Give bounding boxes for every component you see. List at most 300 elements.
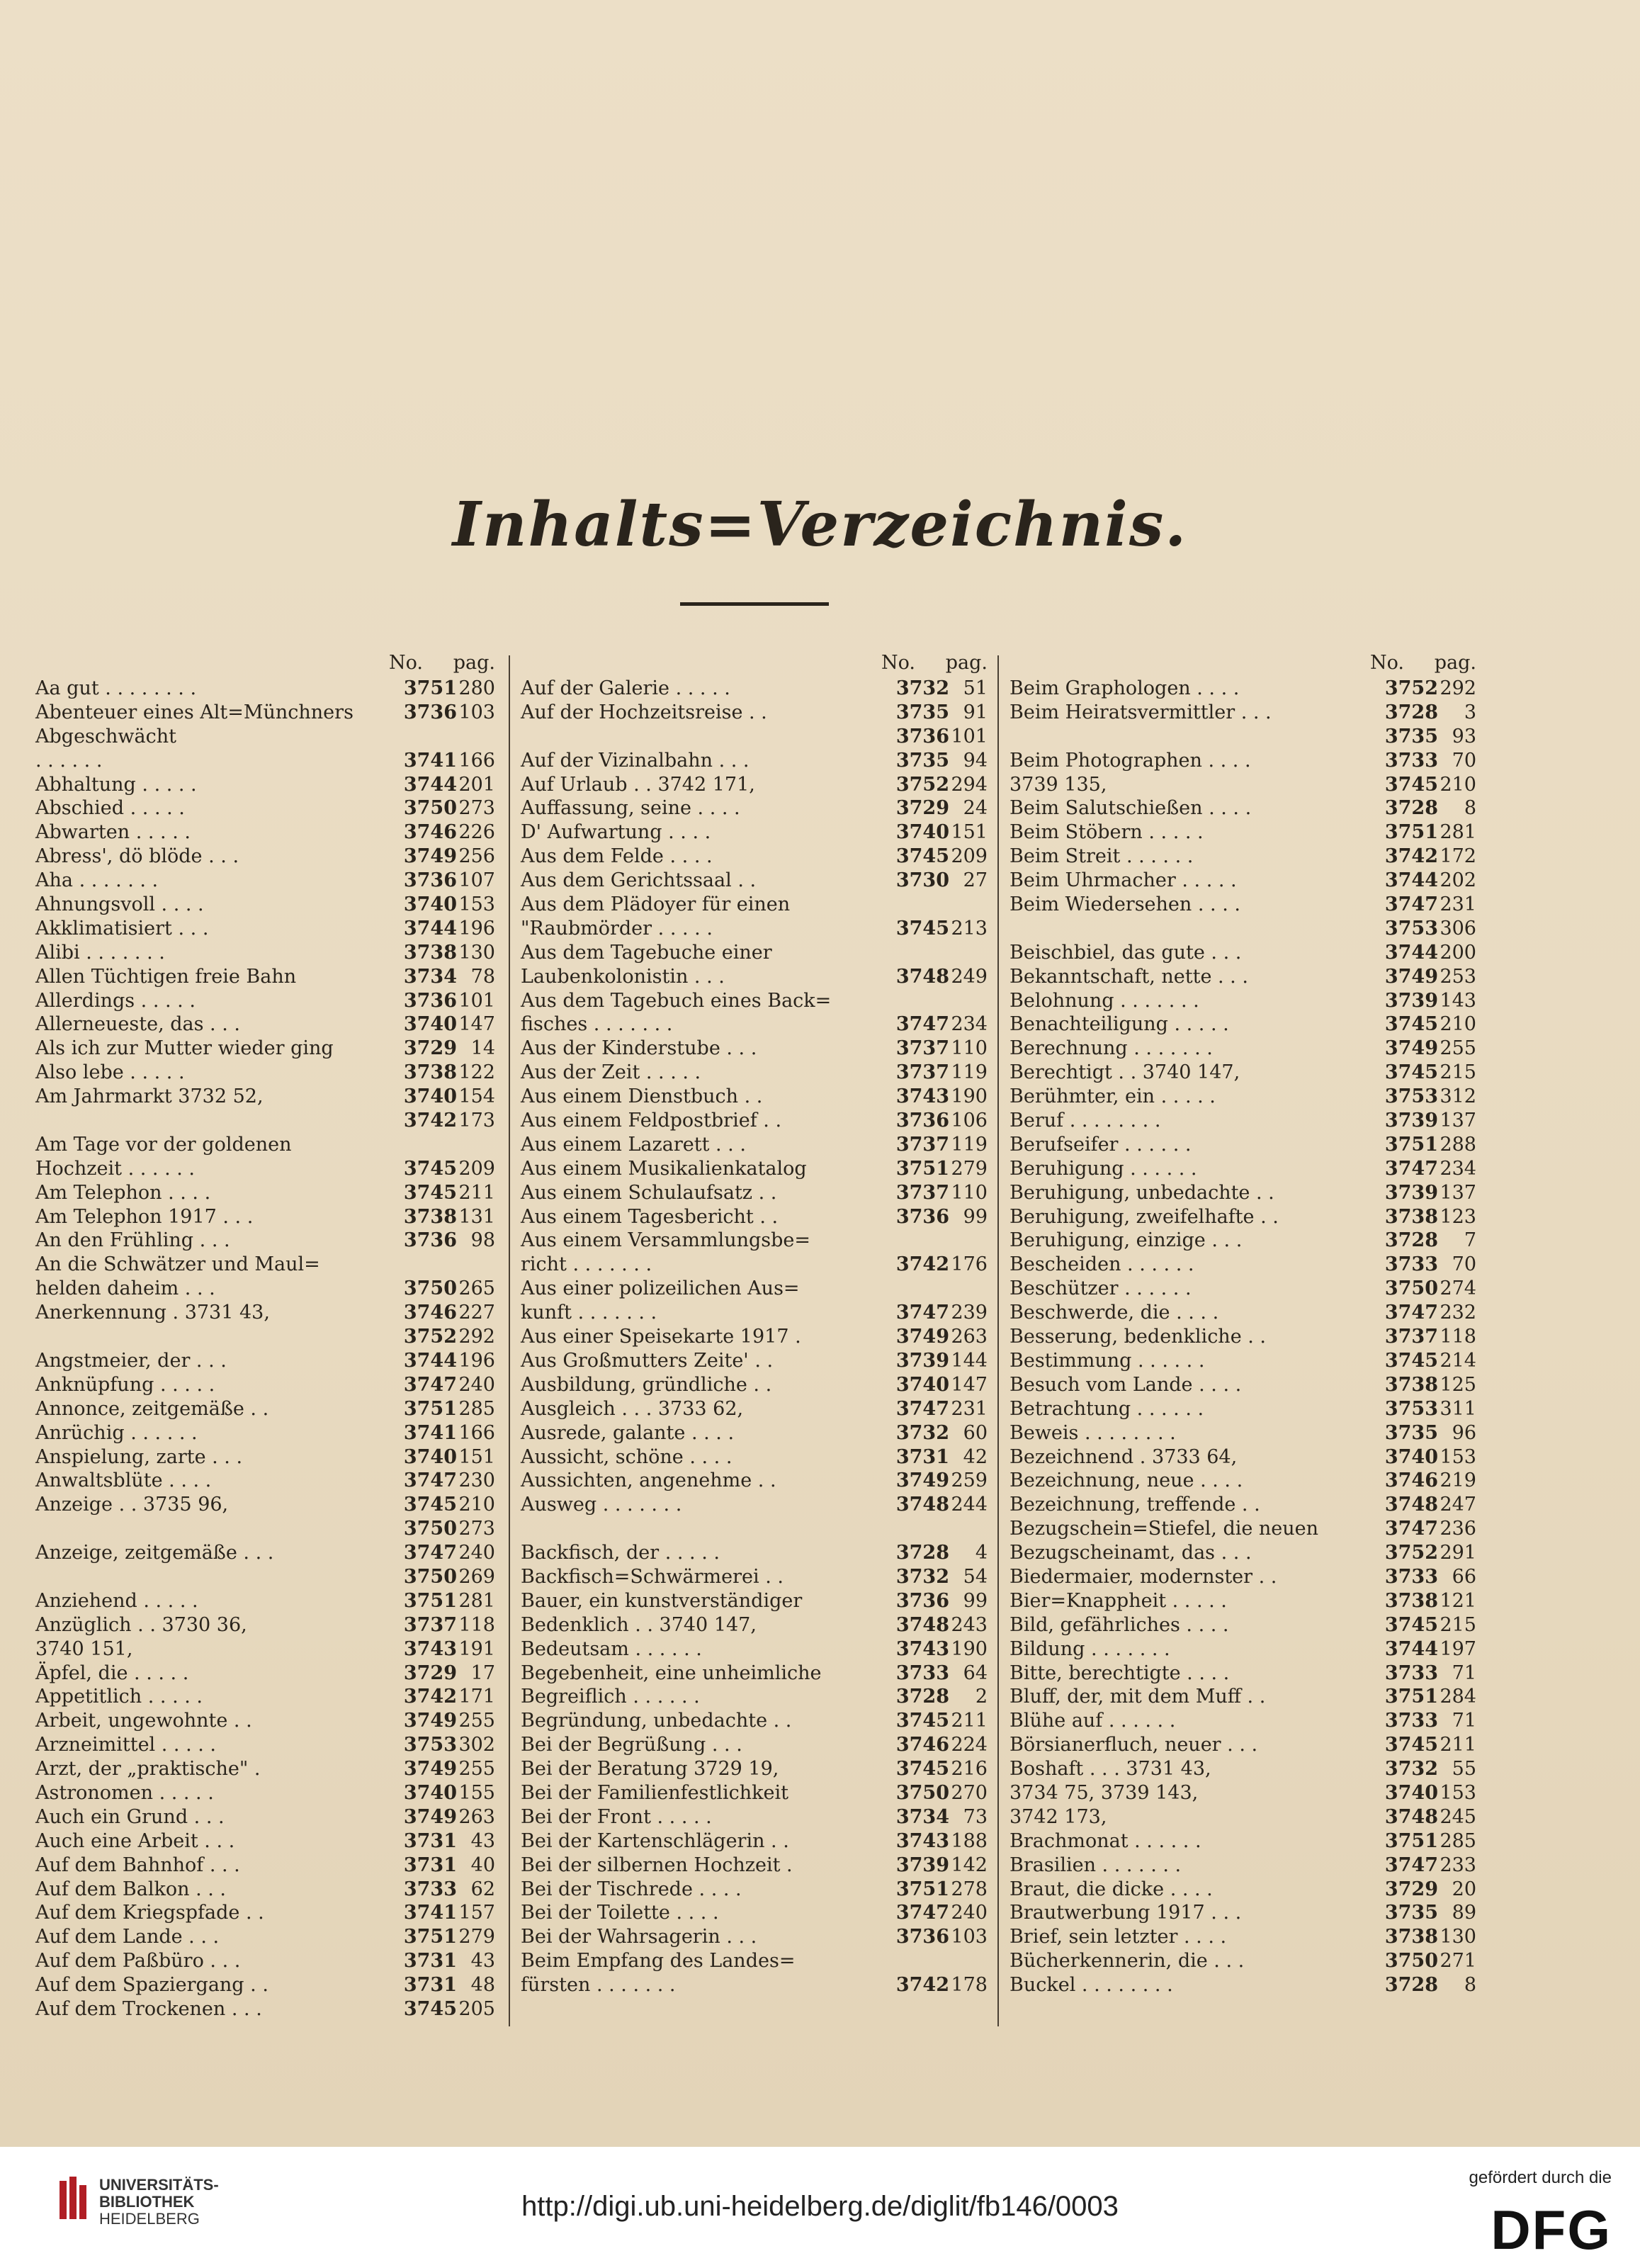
issue-number: 3746 bbox=[403, 1302, 457, 1324]
issue-number: 3728 bbox=[1384, 1229, 1438, 1252]
page-number: 234 bbox=[951, 1013, 988, 1036]
entry-title: Ausrede, galante . . . . bbox=[521, 1421, 735, 1444]
index-entry bbox=[1010, 1614, 1481, 1638]
issue-number: 3745 bbox=[1384, 773, 1438, 796]
index-entry bbox=[35, 726, 499, 750]
issue-number: 3746 bbox=[895, 1734, 949, 1756]
entry-title: "Raubmörder . . . . . bbox=[521, 917, 713, 940]
issue-number: 3731 bbox=[403, 1854, 457, 1876]
entry-title: Anziehend . . . . . bbox=[35, 1589, 198, 1612]
issue-number: 3739 bbox=[1384, 1181, 1438, 1204]
issue-number: 3749 bbox=[403, 1805, 457, 1828]
index-entry bbox=[1010, 966, 1481, 990]
issue-number: 3729 bbox=[1384, 1878, 1438, 1900]
index-entry bbox=[35, 1229, 499, 1253]
page-number: 70 bbox=[1452, 749, 1476, 772]
issue-number: 3748 bbox=[895, 1494, 949, 1516]
index-entry bbox=[1010, 1013, 1481, 1037]
page-number: 42 bbox=[963, 1445, 988, 1468]
entry-title: Biedermaier, modernster . . bbox=[1010, 1565, 1277, 1588]
page-number: 66 bbox=[1452, 1565, 1476, 1588]
index-entry bbox=[521, 1277, 992, 1302]
index-entry bbox=[35, 1902, 499, 1926]
entry-title: Berufseifer . . . . . . bbox=[1010, 1133, 1192, 1156]
issue-number: 3738 bbox=[1384, 1205, 1438, 1228]
entry-title: richt . . . . . . . bbox=[521, 1253, 652, 1276]
issue-number: 3742 bbox=[895, 1253, 949, 1276]
permalink-url[interactable]: http://digi.ub.uni-heidelberg.de/diglit/fb146/0003 bbox=[521, 2191, 1119, 2222]
issue-number: 3745 bbox=[1384, 1613, 1438, 1636]
index-entry bbox=[1010, 1566, 1481, 1590]
index-entry bbox=[35, 1662, 499, 1686]
issue-number: 3734 bbox=[403, 965, 457, 988]
issue-number: 3738 bbox=[1384, 1373, 1438, 1396]
page-number: 265 bbox=[458, 1277, 495, 1300]
page-number: 291 bbox=[1440, 1542, 1476, 1564]
entry-title: Aus einem Dienstbuch . . bbox=[521, 1085, 763, 1108]
entry-title: Bezeichnung, neue . . . . bbox=[1010, 1469, 1243, 1492]
issue-number: 3743 bbox=[895, 1637, 949, 1660]
issue-number: 3742 bbox=[403, 1110, 457, 1132]
issue-number: 3751 bbox=[403, 1589, 457, 1612]
page-number: 157 bbox=[458, 1902, 495, 1924]
issue-number: 3733 bbox=[895, 1661, 949, 1684]
index-entry bbox=[521, 1614, 992, 1638]
index-entry bbox=[35, 1590, 499, 1614]
entry-title: Berechtigt . . 3740 147, bbox=[1010, 1061, 1240, 1084]
page-number: 214 bbox=[1440, 1349, 1476, 1372]
index-entry bbox=[35, 1926, 499, 1950]
page-number: 71 bbox=[1452, 1661, 1476, 1684]
column-header bbox=[35, 652, 499, 677]
entry-title: Bild, gefährliches . . . . bbox=[1010, 1613, 1229, 1636]
issue-number: 3741 bbox=[403, 1421, 457, 1444]
index-entry bbox=[1010, 869, 1481, 893]
page-number: 40 bbox=[470, 1854, 495, 1876]
entry-title: fürsten . . . . . . . bbox=[521, 1974, 676, 1997]
index-entry bbox=[521, 1662, 992, 1686]
page-number: 232 bbox=[1440, 1302, 1476, 1324]
issue-number: 3747 bbox=[895, 1013, 949, 1036]
index-entry bbox=[1010, 1134, 1481, 1158]
issue-number: 3751 bbox=[403, 677, 457, 699]
issue-number: 3742 bbox=[1384, 845, 1438, 868]
index-entry bbox=[1010, 1037, 1481, 1061]
index-entry bbox=[521, 1302, 992, 1326]
entry-title: Brachmonat . . . . . . bbox=[1010, 1829, 1201, 1852]
entry-title: Aus einer Speisekarte 1917 . bbox=[521, 1326, 801, 1348]
page-number: 122 bbox=[458, 1061, 495, 1084]
issue-number: 3749 bbox=[403, 1758, 457, 1781]
index-entry bbox=[35, 1782, 499, 1806]
index-entry bbox=[1010, 942, 1481, 966]
index-entry bbox=[35, 1469, 499, 1494]
index-entry bbox=[1010, 750, 1481, 774]
page-number: 209 bbox=[458, 1157, 495, 1180]
entry-title: fisches . . . . . . . bbox=[521, 1013, 673, 1036]
issue-number: 3738 bbox=[403, 1061, 457, 1084]
page-number: 215 bbox=[1440, 1061, 1476, 1084]
entry-title: Also lebe . . . . . bbox=[35, 1061, 185, 1084]
issue-number: 3747 bbox=[403, 1373, 457, 1396]
entry-title: Bezeichnend . 3733 64, bbox=[1010, 1445, 1238, 1468]
entry-title: Beweis . . . . . . . . bbox=[1010, 1421, 1176, 1444]
issue-number: 3729 bbox=[403, 1661, 457, 1684]
issue-number: 3741 bbox=[403, 749, 457, 772]
page-number: 240 bbox=[458, 1542, 495, 1564]
page-number: 256 bbox=[458, 845, 495, 868]
issue-number: 3735 bbox=[1384, 725, 1438, 747]
index-entry bbox=[1010, 1422, 1481, 1446]
entry-title: Begründung, unbedachte . . bbox=[521, 1710, 792, 1732]
index-entry bbox=[1010, 726, 1481, 750]
issue-number: 3745 bbox=[895, 917, 949, 940]
index-entry bbox=[1010, 1206, 1481, 1230]
page-number: 245 bbox=[1440, 1805, 1476, 1828]
issue-number: 3740 bbox=[403, 1013, 457, 1036]
index-entry bbox=[35, 1037, 499, 1061]
entry-title: Bei der silbernen Hochzeit . bbox=[521, 1854, 793, 1876]
column-divider bbox=[997, 655, 999, 2026]
entry-title: . . . . . . bbox=[35, 749, 103, 772]
index-entry bbox=[521, 845, 992, 869]
issue-number: 3734 bbox=[895, 1805, 949, 1828]
index-entry bbox=[1010, 1710, 1481, 1734]
entry-title: Alibi . . . . . . . bbox=[35, 941, 165, 964]
index-entry bbox=[521, 893, 992, 918]
entry-title: Braut, die dicke . . . . bbox=[1010, 1878, 1213, 1900]
index-entry bbox=[1010, 1926, 1481, 1950]
index-entry bbox=[35, 750, 499, 774]
index-entry bbox=[1010, 1302, 1481, 1326]
issue-number: 3744 bbox=[403, 773, 457, 796]
entry-title: Bei der Tischrede . . . . bbox=[521, 1878, 742, 1900]
page-number: 213 bbox=[951, 917, 988, 940]
entry-title: Beim Wiedersehen . . . . bbox=[1010, 893, 1240, 916]
page-number: 240 bbox=[458, 1373, 495, 1396]
issue-number: 3747 bbox=[895, 1397, 949, 1420]
issue-number: 3745 bbox=[403, 1181, 457, 1204]
issue-number: 3736 bbox=[895, 725, 949, 747]
issue-number: 3752 bbox=[1384, 1542, 1438, 1564]
index-entry bbox=[35, 918, 499, 942]
page-number: 202 bbox=[1440, 869, 1476, 892]
page-number: 210 bbox=[458, 1494, 495, 1516]
entry-title: Angstmeier, der . . . bbox=[35, 1349, 227, 1372]
index-entry bbox=[521, 726, 992, 750]
page-number: 119 bbox=[951, 1061, 988, 1084]
header-pag: pag. bbox=[453, 652, 495, 674]
issue-number: 3737 bbox=[895, 1181, 949, 1204]
issue-number: 3750 bbox=[403, 1518, 457, 1540]
index-entry bbox=[521, 1974, 992, 1998]
entry-title: 3742 173, bbox=[1010, 1805, 1107, 1828]
index-entry bbox=[1010, 1734, 1481, 1758]
page-number: 153 bbox=[458, 893, 495, 916]
issue-number: 3731 bbox=[403, 1974, 457, 1997]
issue-number: 3745 bbox=[403, 1494, 457, 1516]
dfg-logo: DFG bbox=[1491, 2199, 1612, 2261]
entry-title: Beim Graphologen . . . . bbox=[1010, 677, 1240, 699]
index-entry bbox=[35, 1758, 499, 1782]
issue-number: 3733 bbox=[1384, 1661, 1438, 1684]
entry-title: Aa gut . . . . . . . . bbox=[35, 677, 197, 699]
entry-title: Anrüchig . . . . . . bbox=[35, 1421, 198, 1444]
issue-number: 3736 bbox=[895, 1589, 949, 1612]
entry-title: Bei der Front . . . . . bbox=[521, 1805, 712, 1828]
page-number: 153 bbox=[1440, 1445, 1476, 1468]
issue-number: 3748 bbox=[1384, 1494, 1438, 1516]
issue-number: 3733 bbox=[1384, 1565, 1438, 1588]
issue-number: 3740 bbox=[403, 893, 457, 916]
index-entry bbox=[35, 1326, 499, 1350]
entry-title: Aus dem Plädoyer für einen bbox=[521, 893, 791, 916]
index-entry bbox=[35, 1638, 499, 1662]
index-entry bbox=[521, 942, 992, 966]
index-entry bbox=[521, 1686, 992, 1710]
page-number: 70 bbox=[1452, 1253, 1476, 1276]
entry-title: Aus einem Versammlungsbe= bbox=[521, 1229, 810, 1252]
entry-title: Auf der Hochzeitsreise . . bbox=[521, 701, 767, 723]
issue-number: 3752 bbox=[1384, 677, 1438, 699]
page-number: 155 bbox=[458, 1781, 495, 1804]
issue-number: 3738 bbox=[403, 1205, 457, 1228]
entry-title: Anzüglich . . 3730 36, bbox=[35, 1613, 247, 1636]
entry-title: Bier=Knappheit . . . . . bbox=[1010, 1589, 1227, 1612]
entry-title: Bekanntschaft, nette . . . bbox=[1010, 965, 1248, 988]
page-number: 151 bbox=[951, 821, 988, 844]
issue-number: 3747 bbox=[1384, 1302, 1438, 1324]
page-number: 89 bbox=[1452, 1902, 1476, 1924]
header-pag: pag. bbox=[1434, 652, 1476, 674]
entry-title: Am Telephon . . . . bbox=[35, 1181, 211, 1204]
index-entry bbox=[521, 1182, 992, 1206]
page-number: 173 bbox=[458, 1110, 495, 1132]
page-number: 274 bbox=[1440, 1277, 1476, 1300]
entry-title: Aus dem Tagebuche einer bbox=[521, 941, 772, 964]
issue-number: 3745 bbox=[895, 845, 949, 868]
issue-number: 3747 bbox=[403, 1469, 457, 1492]
index-entry bbox=[521, 1350, 992, 1374]
page-number: 227 bbox=[458, 1302, 495, 1324]
index-entry bbox=[35, 966, 499, 990]
issue-number: 3751 bbox=[403, 1926, 457, 1948]
issue-number: 3751 bbox=[895, 1157, 949, 1180]
entry-title: kunft . . . . . . . bbox=[521, 1302, 657, 1324]
entry-title: Anzeige, zeitgemäße . . . bbox=[35, 1542, 274, 1564]
issue-number: 3745 bbox=[895, 1758, 949, 1781]
entry-title: Auffassung, seine . . . . bbox=[521, 797, 740, 820]
entry-title: Anknüpfung . . . . . bbox=[35, 1373, 215, 1396]
index-entry bbox=[35, 1182, 499, 1206]
entry-title: Brautwerbung 1917 . . . bbox=[1010, 1902, 1242, 1924]
index-entry bbox=[1010, 1950, 1481, 1974]
column-header bbox=[521, 652, 992, 677]
entry-title: Brasilien . . . . . . . bbox=[1010, 1854, 1182, 1876]
page-number: 130 bbox=[458, 941, 495, 964]
page-number: 215 bbox=[1440, 1613, 1476, 1636]
page-number: 196 bbox=[458, 1349, 495, 1372]
entry-title: Äpfel, die . . . . . bbox=[35, 1661, 189, 1684]
entry-title: Aus Großmutters Zeite' . . bbox=[521, 1349, 774, 1372]
index-entry bbox=[1010, 1638, 1481, 1662]
index-entry bbox=[1010, 1974, 1481, 1998]
issue-number: 3728 bbox=[1384, 1974, 1438, 1997]
page-number: 144 bbox=[951, 1349, 988, 1372]
index-entry bbox=[35, 677, 499, 701]
index-entry bbox=[35, 1686, 499, 1710]
entry-title: Anzeige . . 3735 96, bbox=[35, 1494, 229, 1516]
page-number: 281 bbox=[458, 1589, 495, 1612]
index-entry bbox=[35, 1614, 499, 1638]
page-number: 211 bbox=[1440, 1734, 1476, 1756]
issue-number: 3751 bbox=[403, 1397, 457, 1420]
index-entry bbox=[35, 1422, 499, 1446]
entry-title: Anspielung, zarte . . . bbox=[35, 1445, 243, 1468]
page-number: 312 bbox=[1440, 1085, 1476, 1108]
page-number: 154 bbox=[458, 1085, 495, 1108]
entry-title: Backfisch, der . . . . . bbox=[521, 1542, 720, 1564]
index-entry bbox=[521, 918, 992, 942]
issue-number: 3753 bbox=[1384, 917, 1438, 940]
index-entry bbox=[35, 701, 499, 726]
entry-title: Aus einem Schulaufsatz . . bbox=[521, 1181, 777, 1204]
page-number: 8 bbox=[1464, 1974, 1476, 1997]
entry-title: helden daheim . . . bbox=[35, 1277, 215, 1300]
entry-title: Auf der Vizinalbahn . . . bbox=[521, 749, 750, 772]
index-entry bbox=[1010, 893, 1481, 918]
page-number: 302 bbox=[458, 1734, 495, 1756]
entry-title: Bezeichnung, treffende . . bbox=[1010, 1494, 1260, 1516]
entry-title: Auch ein Grund . . . bbox=[35, 1805, 225, 1828]
page-number: 255 bbox=[1440, 1037, 1476, 1060]
entry-title: Auf Urlaub . . 3742 171, bbox=[521, 773, 755, 796]
index-entry bbox=[1010, 1518, 1481, 1542]
page-number: 130 bbox=[1440, 1926, 1476, 1948]
index-entry bbox=[521, 1085, 992, 1110]
header-no: No. bbox=[881, 652, 915, 674]
entry-title: Aus dem Felde . . . . bbox=[521, 845, 713, 868]
index-entry bbox=[1010, 701, 1481, 726]
entry-title: Bücherkennerin, die . . . bbox=[1010, 1950, 1245, 1973]
issue-number: 3737 bbox=[1384, 1326, 1438, 1348]
entry-title: Beruf . . . . . . . . bbox=[1010, 1110, 1161, 1132]
entry-title: Abress', dö blöde . . . bbox=[35, 845, 239, 868]
page-number: 99 bbox=[963, 1589, 988, 1612]
entry-title: Bezugschein=Stiefel, die neuen bbox=[1010, 1518, 1319, 1540]
index-entry bbox=[1010, 1110, 1481, 1134]
issue-number: 3728 bbox=[1384, 701, 1438, 723]
entry-title: Bedenklich . . 3740 147, bbox=[521, 1613, 757, 1636]
issue-number: 3740 bbox=[403, 1445, 457, 1468]
index-entry bbox=[35, 1998, 499, 2022]
issue-number: 3745 bbox=[403, 1997, 457, 2020]
index-entry bbox=[35, 1253, 499, 1277]
entry-title: Aus der Kinderstube . . . bbox=[521, 1037, 757, 1060]
index-entry bbox=[521, 677, 992, 701]
page-number: 263 bbox=[951, 1326, 988, 1348]
header-pag: pag. bbox=[945, 652, 988, 674]
issue-number: 3736 bbox=[403, 869, 457, 892]
index-entry bbox=[521, 1037, 992, 1061]
index-entry bbox=[35, 1085, 499, 1110]
logo-line-3: HEIDELBERG bbox=[99, 2210, 200, 2228]
index-entry bbox=[1010, 1469, 1481, 1494]
index-column-3 bbox=[1010, 652, 1481, 2026]
entry-title: Annonce, zeitgemäße . . bbox=[35, 1397, 269, 1420]
issue-number: 3728 bbox=[895, 1542, 949, 1564]
index-entry bbox=[35, 1013, 499, 1037]
page-number: 224 bbox=[951, 1734, 988, 1756]
index-entry bbox=[521, 1518, 992, 1542]
entry-title: 3734 75, 3739 143, bbox=[1010, 1781, 1199, 1804]
page-number: 231 bbox=[951, 1397, 988, 1420]
page-number: 101 bbox=[458, 989, 495, 1012]
index-entry bbox=[35, 942, 499, 966]
index-entry bbox=[521, 1110, 992, 1134]
page-number: 17 bbox=[470, 1661, 495, 1684]
entry-title: Begreiflich . . . . . . bbox=[521, 1686, 700, 1708]
entry-title: Bei der Toilette . . . . bbox=[521, 1902, 719, 1924]
issue-number: 3731 bbox=[895, 1445, 949, 1468]
issue-number: 3732 bbox=[1384, 1758, 1438, 1781]
index-entry bbox=[35, 1350, 499, 1374]
entry-title: Ahnungsvoll . . . . bbox=[35, 893, 204, 916]
index-entry bbox=[521, 1469, 992, 1494]
issue-number: 3733 bbox=[1384, 749, 1438, 772]
page-number: 236 bbox=[1440, 1518, 1476, 1540]
issue-number: 3753 bbox=[1384, 1085, 1438, 1108]
issue-number: 3750 bbox=[403, 1565, 457, 1588]
entry-title: Auf dem Lande . . . bbox=[35, 1926, 220, 1948]
index-entry bbox=[35, 893, 499, 918]
index-entry bbox=[35, 1854, 499, 1878]
page-number: 306 bbox=[1440, 917, 1476, 940]
issue-number: 3745 bbox=[1384, 1734, 1438, 1756]
index-entry bbox=[35, 1518, 499, 1542]
page-number: 94 bbox=[963, 749, 988, 772]
index-entry bbox=[1010, 990, 1481, 1014]
index-entry bbox=[35, 869, 499, 893]
page-number: 54 bbox=[963, 1565, 988, 1588]
issue-number: 3735 bbox=[1384, 1421, 1438, 1444]
index-entry bbox=[35, 1878, 499, 1902]
index-entry bbox=[35, 1374, 499, 1398]
index-entry bbox=[35, 1734, 499, 1758]
issue-number: 3744 bbox=[1384, 869, 1438, 892]
index-entry bbox=[521, 774, 992, 798]
page-number: 197 bbox=[1440, 1637, 1476, 1660]
page-number: 255 bbox=[458, 1710, 495, 1732]
page-number: 20 bbox=[1452, 1878, 1476, 1900]
index-entry bbox=[35, 1806, 499, 1830]
index-entry bbox=[521, 1374, 992, 1398]
issue-number: 3732 bbox=[895, 1565, 949, 1588]
page-number: 280 bbox=[458, 677, 495, 699]
funded-by-text: gefördert durch die bbox=[1469, 2168, 1612, 2187]
entry-title: Als ich zur Mutter wieder ging bbox=[35, 1037, 334, 1060]
index-entry bbox=[35, 1710, 499, 1734]
entry-title: Beim Streit . . . . . . bbox=[1010, 845, 1194, 868]
issue-number: 3750 bbox=[1384, 1950, 1438, 1973]
page-number: 285 bbox=[458, 1397, 495, 1420]
issue-number: 3729 bbox=[895, 797, 949, 820]
issue-number: 3740 bbox=[895, 1373, 949, 1396]
page-number: 118 bbox=[1440, 1326, 1476, 1348]
entry-title: Abhaltung . . . . . bbox=[35, 773, 197, 796]
page-number: 201 bbox=[458, 773, 495, 796]
issue-number: 3753 bbox=[1384, 1397, 1438, 1420]
